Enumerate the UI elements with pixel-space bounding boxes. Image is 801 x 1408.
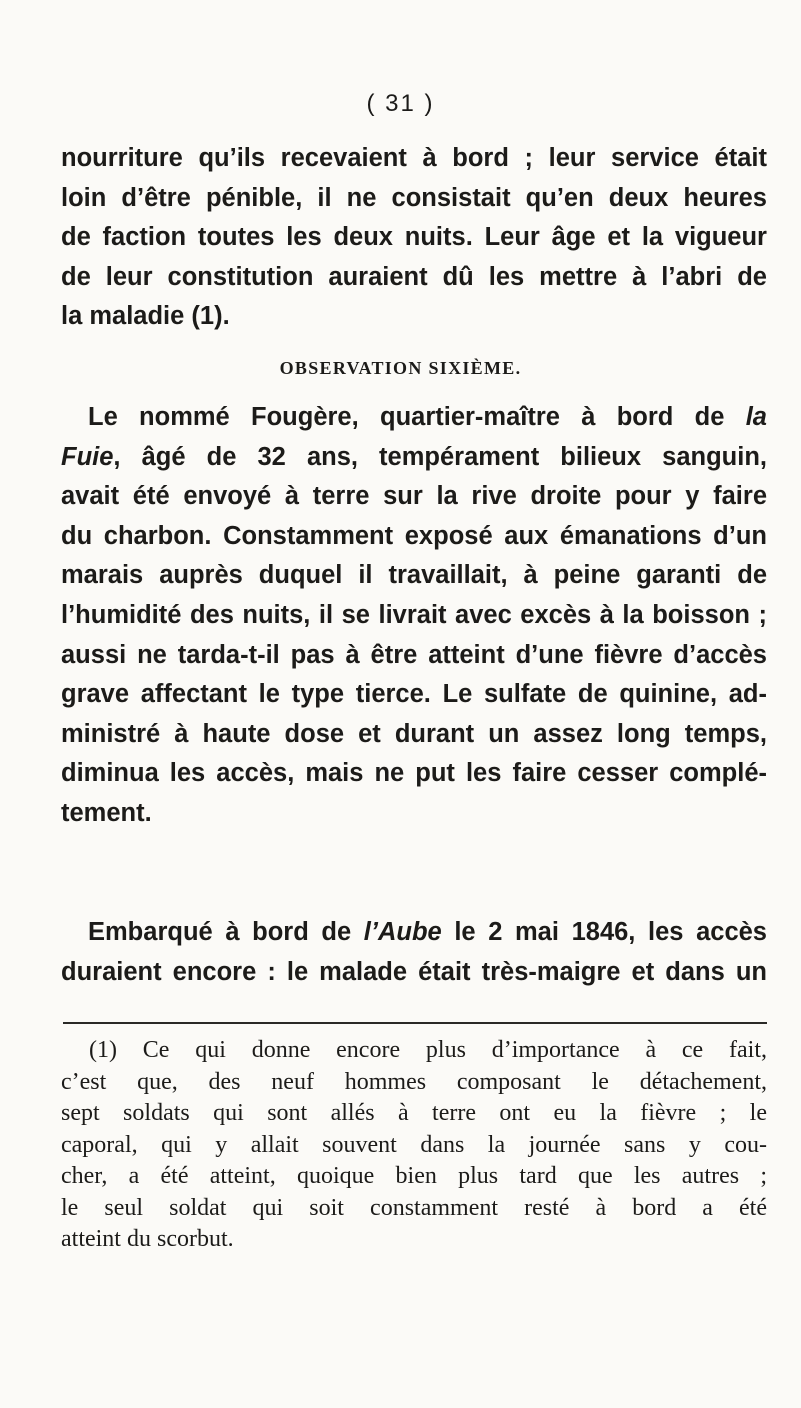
ship-name-part: la [745,403,767,431]
text-line: aussi ne tarda-t-il pas à être atteint d’une fièvre d’accès [61,640,767,669]
text-line: duraient encore : le malade était très-maigre et dans un [61,957,767,986]
footnote-line: le seul soldat qui soit constamment resté à bord a été [61,1194,767,1221]
text-run: , âgé de 32 ans, tempérament bilieux sanguin, [113,442,767,471]
text-line: tement. [61,798,152,827]
paragraph-continuation [61,139,767,337]
text-line [61,398,767,438]
embarkation-paragraph [61,913,767,992]
text-run: Le nommé Fougère, quartier-maître à bord de [88,403,746,431]
text-line: la maladie (1). [61,302,230,331]
text-run: Embarqué à bord de [88,918,364,946]
text-line: du charbon. Constamment exposé aux émanations d’un [61,521,767,550]
text-line [61,438,767,478]
text-line [61,913,767,953]
footnote-line: sept soldats qui sont allés à terre ont eu la fièvre ; le [61,1100,767,1126]
ship-name-part: Fuie [61,442,114,471]
footnote [61,1035,767,1256]
text-line: de leur constitution auraient dû les mettre à l’abri de [61,262,767,291]
text-line: nourriture qu’ils recevaient à bord ; leur service était [61,144,767,172]
text-line: diminua les accès, mais ne put les faire cesser complé- [61,759,767,788]
text-line: loin d’être pénible, il ne consistait qu’en deux heures [61,183,767,212]
text-line: grave affectant le type tierce. Le sulfate de quinine, ad- [61,680,767,709]
footnote-line: c’est que, des neuf hommes composant le détachement, [61,1068,767,1095]
text-line: l’humidité des nuits, il se livrait avec excès à la boisson ; [61,600,767,629]
footnote-line: cher, a été atteint, quoique bien plus tard que les autres ; [61,1163,767,1189]
text-line: de faction toutes les deux nuits. Leur âge et la vigueur [61,223,767,252]
text-run: le 2 mai 1846, les accès [441,918,767,946]
text-line: ministré à haute dose et durant un assez long temps, [61,719,767,748]
ship-name: l’Aube [363,918,442,946]
footnote-line: caporal, qui y allait souvent dans la journée sans y cou- [61,1131,767,1158]
section-heading: OBSERVATION SIXIÈME. [279,358,522,378]
page-number: ( 31 ) [366,90,435,117]
observation-paragraph [61,398,767,834]
footnote-line: (1) Ce qui donne encore plus d’importance à ce fait, [89,1037,767,1063]
footnote-line: atteint du scorbut. [61,1226,234,1252]
text-line: avait été envoyé à terre sur la rive droite pour y faire [61,482,767,511]
footnote-divider [63,1022,767,1024]
text-line: marais auprès duquel il travaillait, à peine garanti de [61,561,767,590]
